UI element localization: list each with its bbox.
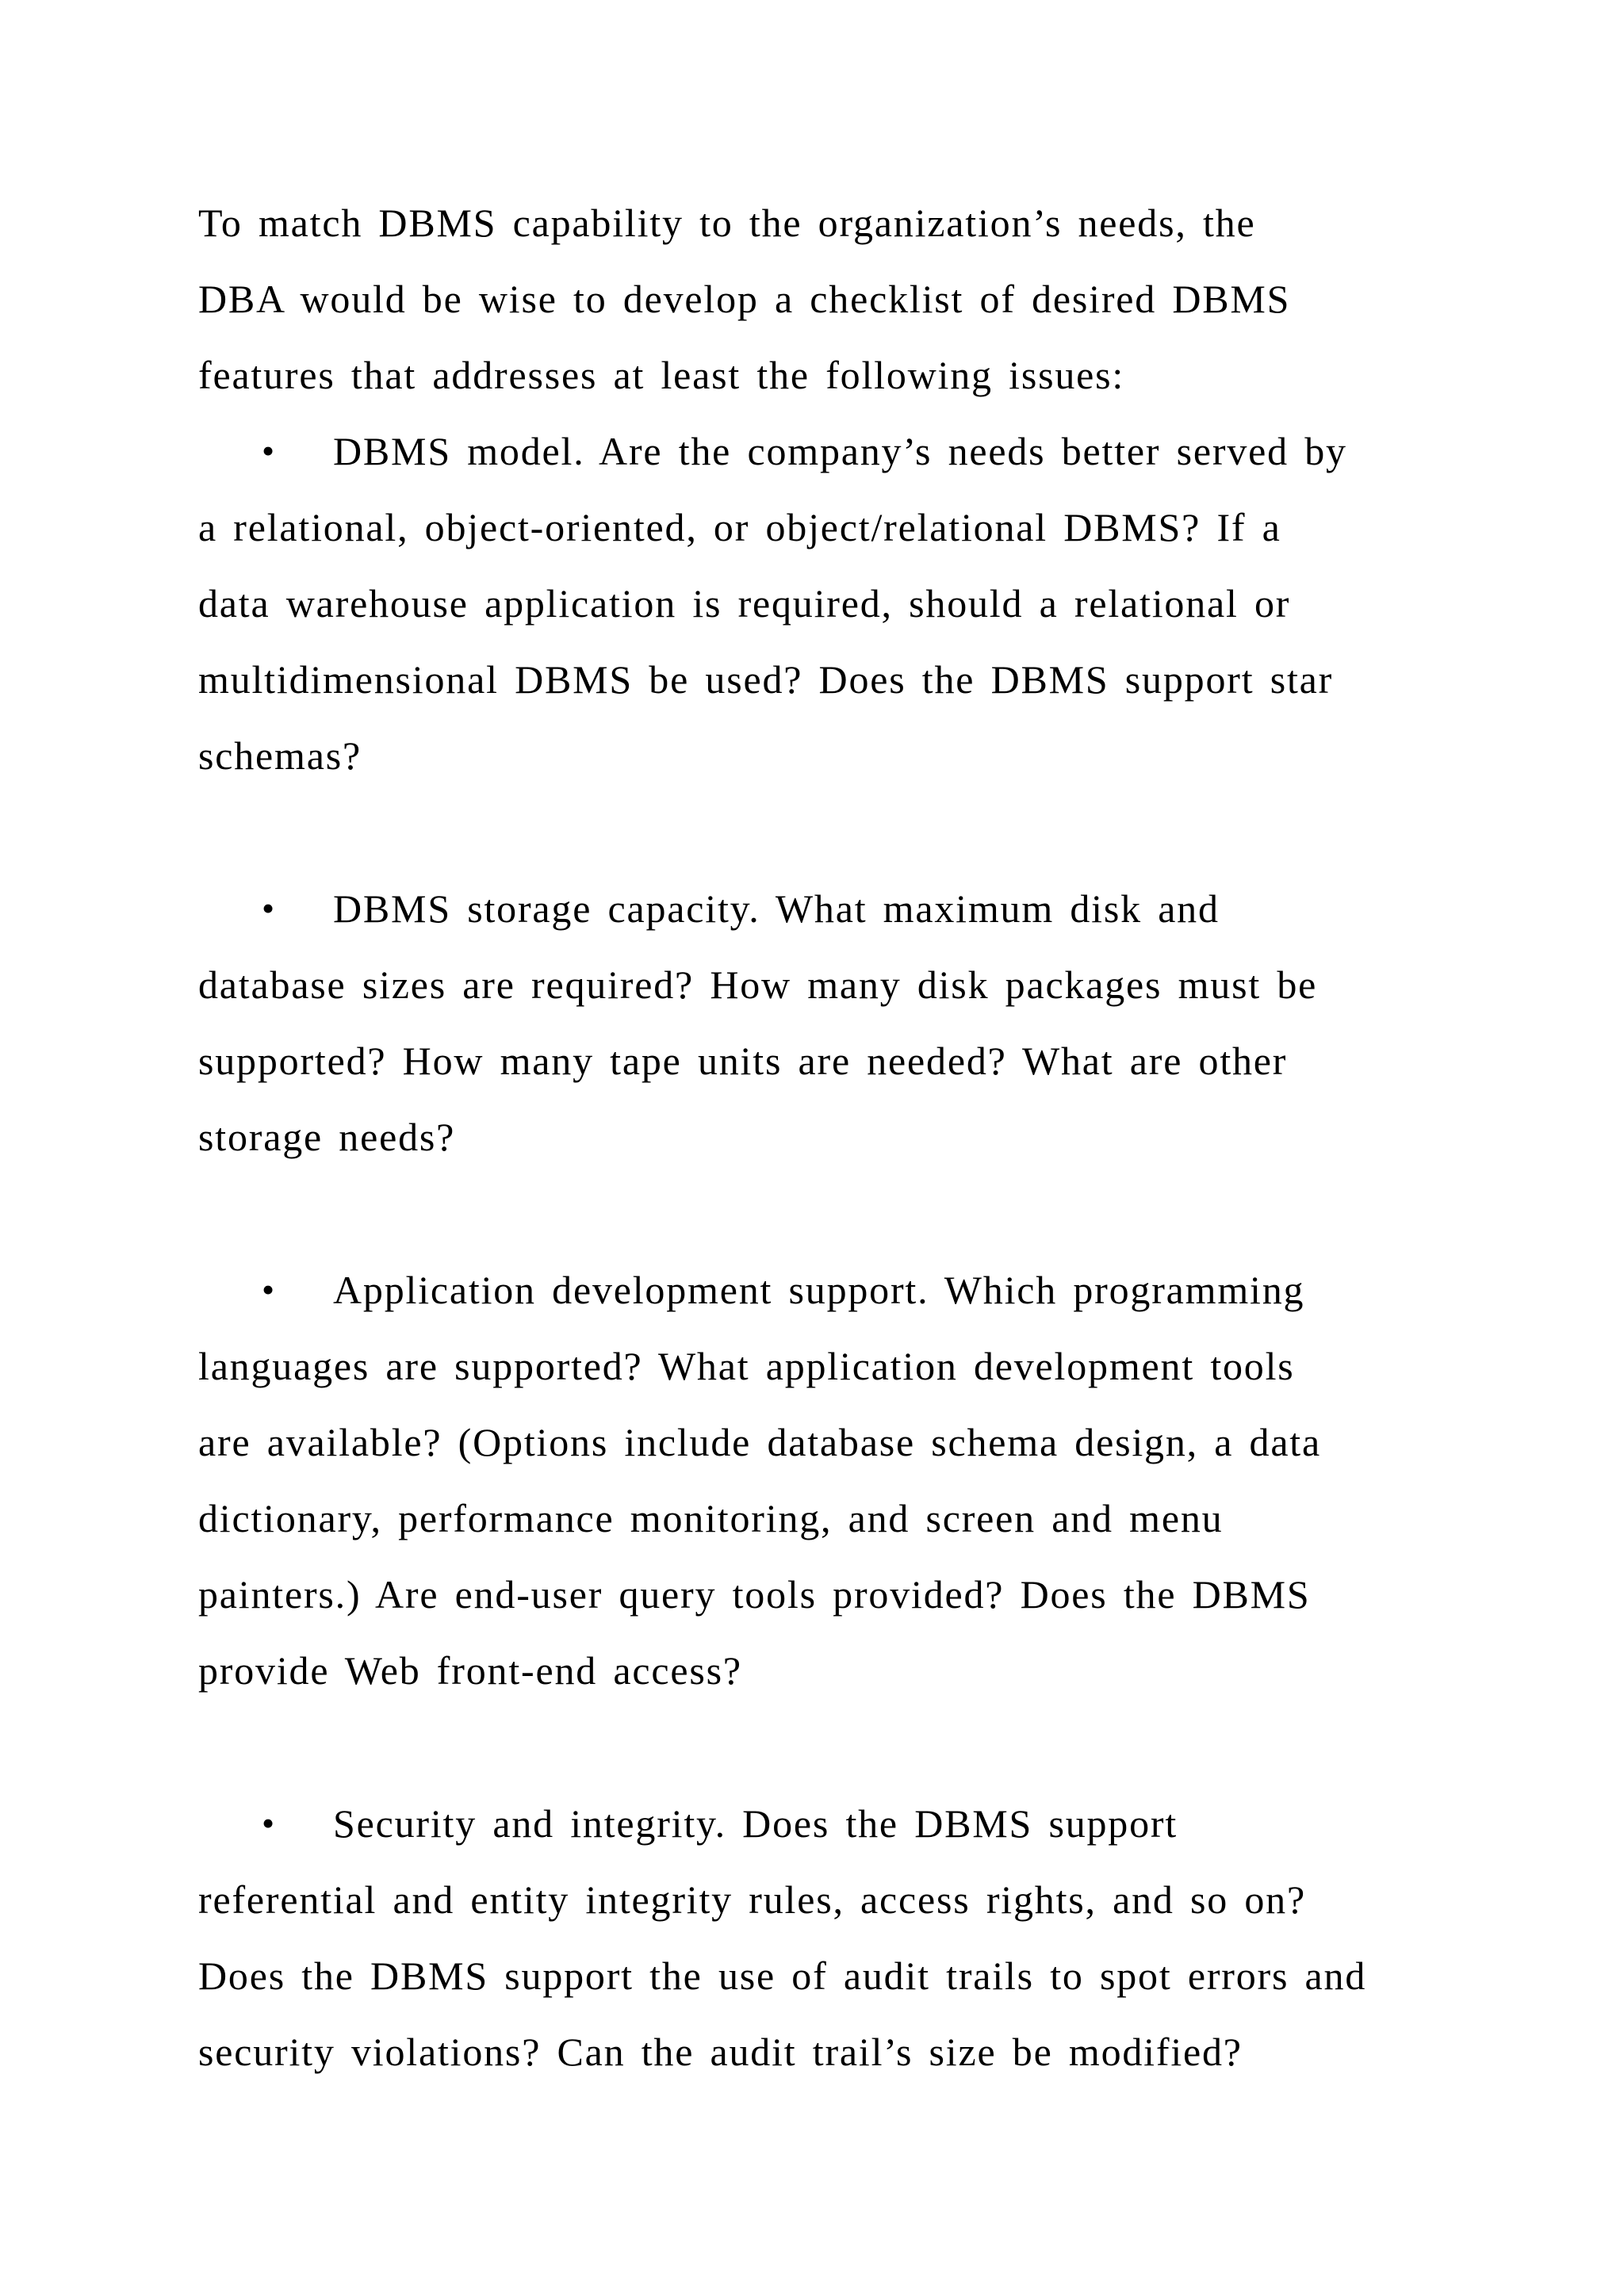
list-item-heading-line: DBMS model. Are the company’s needs better served by	[333, 429, 1347, 473]
list-item-heading-line: Application development support. Which programming	[333, 1268, 1305, 1312]
bullet-icon: •	[262, 430, 275, 471]
list-item-line: storage needs?	[198, 1115, 456, 1159]
list-item-line: schemas?	[198, 733, 362, 778]
list-item-line: painters.) Are end-user query tools provided? Does the DBMS	[198, 1572, 1311, 1617]
list-item-line: referential and entity integrity rules, access rights, and so on?	[198, 1877, 1306, 1922]
bullet-icon: •	[262, 888, 275, 928]
bullet-icon: •	[262, 1269, 275, 1310]
list-item-line: provide Web front-end access?	[198, 1648, 742, 1693]
document-page	[198, 0, 1467, 2296]
list-item-line: are available? (Options include database schema design, a data	[198, 1420, 1321, 1464]
list-item-heading-line: DBMS storage capacity. What maximum disk and	[333, 886, 1220, 931]
list-item-line: languages are supported? What application development tools	[198, 1344, 1295, 1388]
intro-line: To match DBMS capability to the organization’s needs, the	[198, 201, 1256, 245]
bullet-icon: •	[262, 1803, 275, 1843]
list-item-line: Does the DBMS support the use of audit trails to spot errors and	[198, 1954, 1367, 1998]
list-item-line: database sizes are required? How many disk packages must be	[198, 962, 1318, 1007]
list-item-line: multidimensional DBMS be used? Does the DBMS support star	[198, 657, 1334, 702]
intro-line: DBA would be wise to develop a checklist of desired DBMS	[198, 277, 1291, 321]
list-item-line: a relational, object-oriented, or object/relational DBMS? If a	[198, 505, 1281, 549]
list-item-line: data warehouse application is required, should a relational or	[198, 581, 1291, 626]
intro-line: features that addresses at least the following issues:	[198, 353, 1125, 397]
list-item-line: dictionary, performance monitoring, and screen and menu	[198, 1496, 1224, 1540]
list-item-heading-line: Security and integrity. Does the DBMS support	[333, 1801, 1178, 1846]
list-item-line: security violations? Can the audit trail’s size be modified?	[198, 2030, 1243, 2074]
list-item-line: supported? How many tape units are needed? What are other	[198, 1039, 1288, 1083]
